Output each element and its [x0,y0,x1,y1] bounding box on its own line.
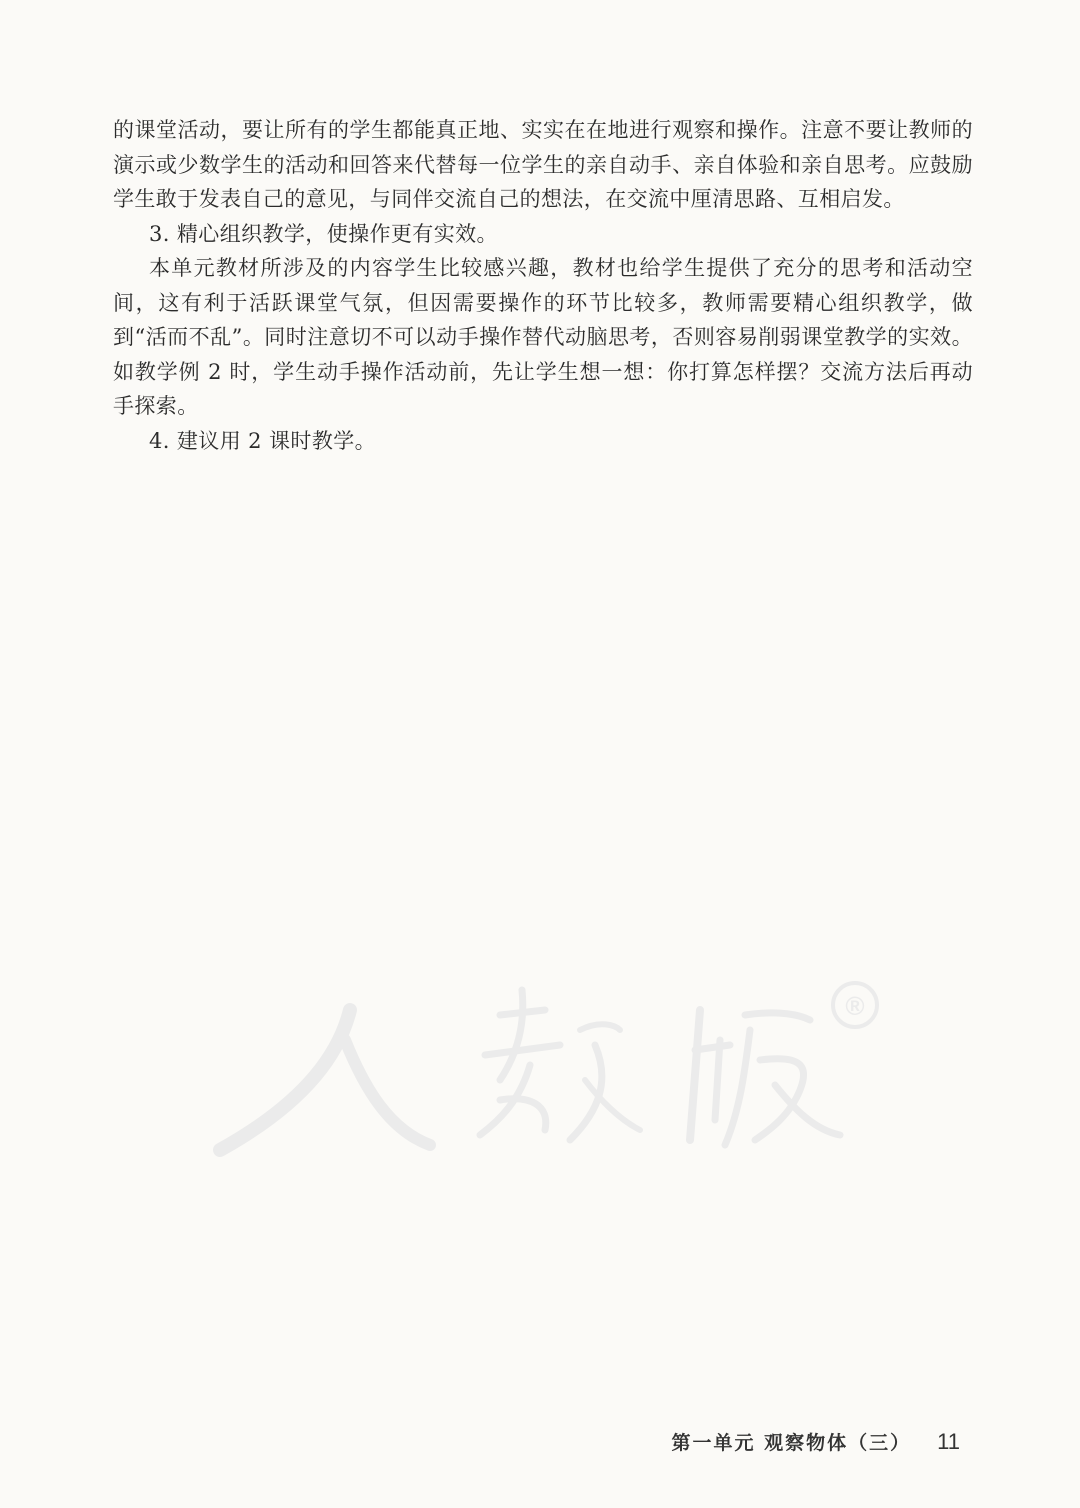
section-label: 第一单元 观察物体（三） [671,1432,912,1454]
registered-mark: ® [845,991,865,1021]
page-footer [672,1428,960,1455]
publisher-watermark-logo [200,970,890,1170]
paragraph-3: 本单元教材所涉及的内容学生比较感兴趣，教材也给学生提供了充分的思考和活动空间，这有利于活跃课堂气氛，但因需要操作的环节比较多，教师需要精心组织教学，做到“活而不乱”。同时注意切不可以动手操作替代动脑思考，否则容易削弱课堂教学的实效。如教学例 2 时，学生动手操作活动前，先让学生想一想：你打算怎样摆？交流方法后再动手探索。 [113,256,973,418]
body-text [113,113,973,458]
paragraph-1: 的课堂活动，要让所有的学生都能真正地、实实在在地进行观察和操作。注意不要让教师的演示或少数学生的活动和回答来代替每一位学生的亲自动手、亲自体验和亲自思考。应鼓励学生敢于发表自己的意见，与同伴交流自己的想法，在交流中厘清思路、互相启发。 [113,118,973,211]
page-number: 11 [937,1429,960,1454]
paragraph-4: 4. 建议用 2 课时教学。 [149,428,377,453]
paragraph-2: 3. 精心组织教学，使操作更有实效。 [149,221,498,246]
